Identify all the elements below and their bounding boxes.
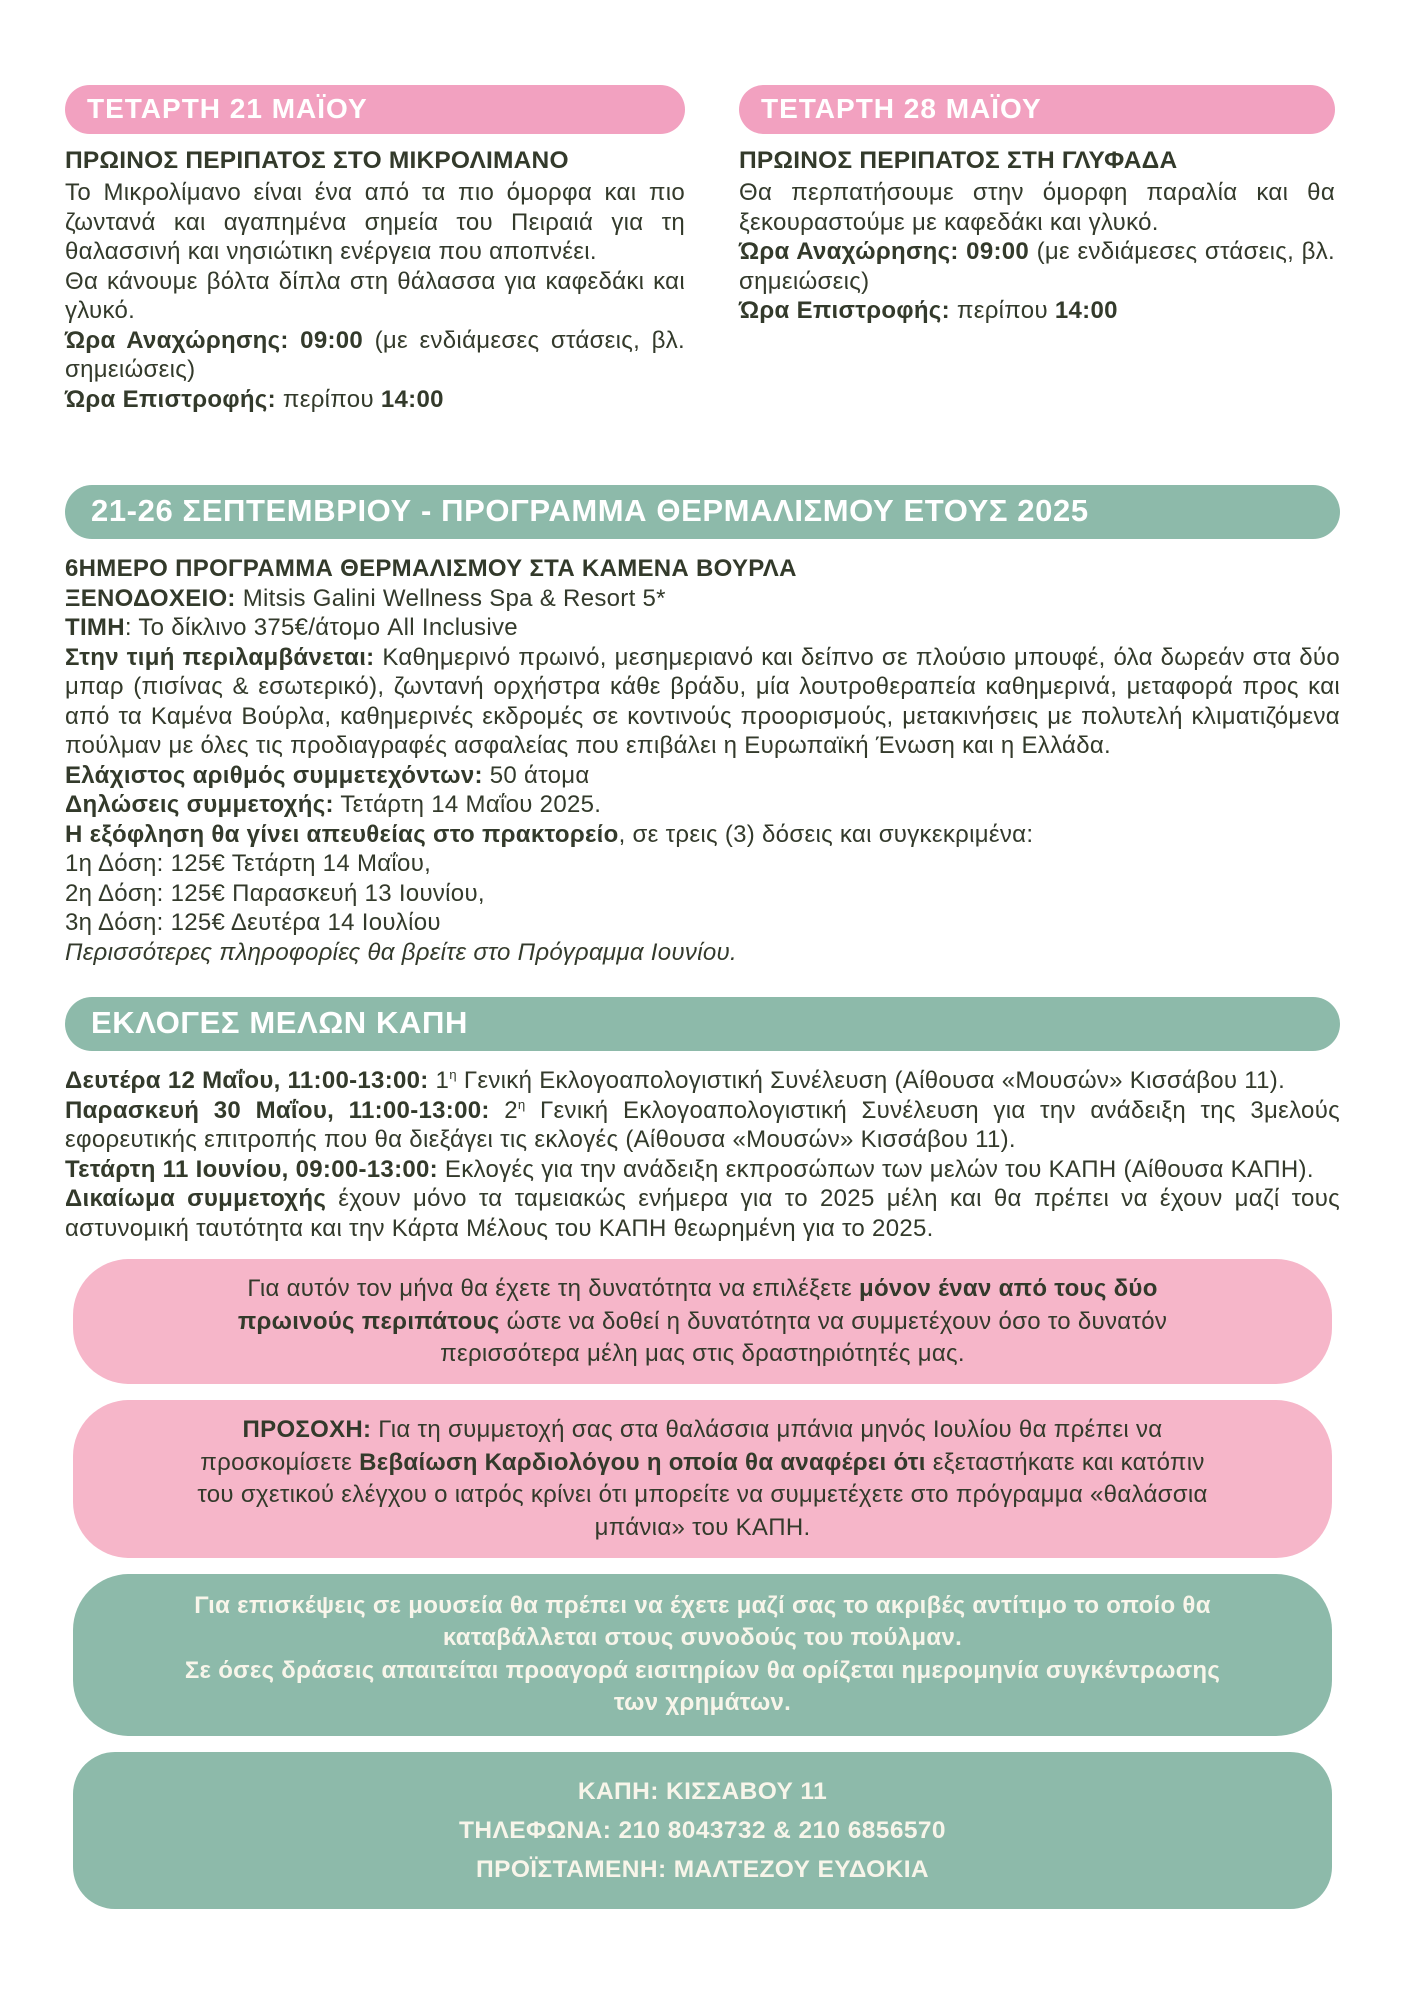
cardiology-notice-text: ΠΡΟΣΟΧΗ: Για τη συμμετοχή σας στα θαλάσσια μπάνια μηνός Ιουλίου θα πρέπει να προσκομίσετε Βεβαίωση Καρδιολόγου η οποία θα αναφέρει ότι εξεταστήκατε και κατόπιν του σχετικού ελέγχου ο ιατρός κρίνει ότι μπορείτε να συμμετέχετε στο πρόγραμμα «θαλάσσια μπάνια» του ΚΑΠΗ. [197,1416,1208,1541]
phones-line: ΤΗΛΕΦΩΝΑ: 210 8043732 & 210 6856570 [459,1816,946,1844]
more-info-note: Περισσότερες πληροφορίες θα βρείτε στο Πρόγραμμα Ιουνίου. [65,938,737,966]
thermal-program-body [65,554,1340,967]
installment-3-line: 3η Δόση: 125€ Δευτέρα 14 Ιουλίου [65,909,441,937]
event-column-may-28 [739,85,1335,485]
return-time-line: Ώρα Επιστροφής: περίπου 14:00 [739,297,1118,325]
callout-walk-limit [73,1259,1332,1384]
supervisor-line: ΠΡΟΪΣΤΑΜΕΝΗ: ΜΑΛΤΕΖΟΥ ΕΥΔΟΚΙΑ [475,1855,929,1883]
election-meeting-1-line: Δευτέρα 12 Μαΐου, 11:00-13:00: $1^\eta$ Γενική Εκλογοαπολογιστική Συνέλευση (Αίθουσα «Μουσών» Κισσάβου 11). [65,1067,1286,1095]
walk-limit-text: Για αυτόν τον μήνα θα έχετε τη δυνατότητα να επιλέξετε μόνον έναν από τους δύο πρωινούς περιπάτους ώστε να δοθεί η δυνατότητα να συμμετέχουν όσο το δυνατόν περισσότερα μέλη μας στις δραστηριότητές μας. [237,1275,1168,1368]
return-time-line: Ώρα Επιστροφής: περίπου 14:00 [65,385,444,413]
inclusions-paragraph: Στην τιμή περιλαμβάνεται: Καθημερινό πρωινό, μεσημεριανό και δείπνο σε πλούσιο μπουφέ, όλα δωρεάν στα δύο μπαρ (πισίνας & εσωτερικό), ζωντανή ορχήστρα κάθε βράδυ, μία λουτροθεραπεία καθημερινά, μεταφορά προς και από τα Καμένα Βούρλα, καθημερινές εκδρομές σε κοντινούς προορισμούς, μετακινήσεις με πολυτελή κλιματιζόμενα πούλμαν με όλες τις προδιαγραφές ασφαλείας που επιβάλει η Ευρωπαϊκή Ένωση και η Ελλάδα. [65,643,1340,760]
departure-time-line: Ώρα Αναχώρησης: 09:00 (με ενδιάμεσες στάσεις, βλ. σημειώσεις) [739,238,1336,295]
hotel-line: ΞΕΝΟΔΟΧΕΙΟ: Mitsis Galini Wellness Spa & Resort 5* [65,584,666,612]
election-meeting-2-line: Παρασκευή 30 Μαΐου, 11:00-13:00: $2^\eta$ Γενική Εκλογοαπολογιστική Συνέλευση για την ανάδειξη της 3μελούς εφορευτικής επιτροπής που θα διεξάγει τις εκλογές (Αίθουσα «Μουσών» Κισσάβου 11). [65,1096,1340,1154]
address-line: ΚΑΠΗ: ΚΙΣΣΑΒΟΥ 11 [577,1777,828,1805]
payment-line: Η εξόφληση θα γίνει απευθείας στο πρακτορείο, σε τρεις (3) δόσεις και συγκεκριμένα: [65,820,1034,848]
museum-payment-text: Για επισκέψεις σε μουσεία θα πρέπει να έχετε μαζί σας το ακριβές αντίτιμο το οποίο θα καταβάλλεται στους συνοδούς του πούλμαν. [194,1592,1211,1652]
installment-2-line: 2η Δόση: 125€ Παρασκευή 13 Ιουνίου, [65,879,485,907]
event-title-glyfada: ΠΡΩΙΝΟΣ ΠΕΡΙΠΑΤΟΣ ΣΤΗ ΓΛΥΦΑΔΑ [739,147,1178,174]
event-description: Το Μικρολίμανο είναι ένα από τα πιο όμορφα και πιο ζωντανά και αγαπημένα σημεία του Πειραιά για τη θαλασσινή και νησιώτικη ενέργεια που αποπνέει. [65,179,685,266]
price-line: ΤΙΜΗ: Το δίκλινο 375€/άτομο All Inclusive [65,614,518,642]
events-row [65,85,1340,485]
thermal-program-banner: 21-26 ΣΕΠΤΕΜΒΡΙΟΥ - ΠΡΟΓΡΑΜΜΑ ΘΕΡΜΑΛΙΣΜΟΥ ΕΤΟΥΣ 2025 [65,485,1340,539]
departure-time-line: Ώρα Αναχώρησης: 09:00 (με ενδιάμεσες στάσεις, βλ. σημειώσεις) [65,326,686,384]
date-banner-may-28: ΤΕΤΑΡΤΗ 28 ΜΑΪΟΥ [739,85,1335,134]
elections-banner: ΕΚΛΟΓΕΣ ΜΕΛΩΝ ΚΑΠΗ [65,997,1340,1051]
footer-contact-box [73,1752,1332,1910]
participation-rights-line: Δικαίωμα συμμετοχής έχουν μόνο τα ταμειακώς ενήμερα για το 2025 μέλη και θα πρέπει να έχουν μαζί τους αστυνομική ταυτότητα και την Κάρτα Μέλους του ΚΑΠΗ θεωρημένη για το 2025. [65,1185,1340,1242]
elections-section [65,997,1340,1243]
date-banner-may-21: ΤΕΤΑΡΤΗ 21 ΜΑΪΟΥ [65,85,685,134]
election-day-line: Τετάρτη 11 Ιουνίου, 09:00-13:00: Εκλογές για την ανάδειξη εκπροσώπων των μελών του ΚΑΠΗ (Αίθουσα ΚΑΠΗ). [65,1155,1314,1183]
event-description: Θα κάνουμε βόλτα δίπλα στη θάλασσα για καφεδάκι και γλυκό. [65,267,685,325]
event-title-mikrolimano: ΠΡΩΙΝΟΣ ΠΕΡΙΠΑΤΟΣ ΣΤΟ ΜΙΚΡΟΛΙΜΑΝΟ [65,147,569,174]
callout-museum-payment [73,1574,1332,1736]
program-title-line: 6ΗΜΕΡΟ ΠΡΟΓΡΑΜΜΑ ΘΕΡΜΑΛΙΣΜΟΥ ΣΤΑ ΚΑΜΕΝΑ ΒΟΥΡΛΑ [65,555,797,582]
thermal-program-section [65,485,1340,967]
event-description: Θα περπατήσουμε στην όμορφη παραλία και θα ξεκουραστούμε με καφεδάκι και γλυκό. [739,179,1335,236]
ticket-prepurchase-text: Σε όσες δράσεις απαιτείται προαγορά εισιτηρίων θα ορίζεται ημερομηνία συγκέντρωσης των χρημάτων. [184,1656,1221,1717]
event-column-may-21 [65,85,685,485]
callout-cardiology-notice [73,1400,1332,1558]
installment-1-line: 1η Δόση: 125€ Τετάρτη 14 Μαΐου, [65,850,432,878]
min-participants-line: Ελάχιστος αριθμός συμμετεχόντων: 50 άτομα [65,761,590,789]
elections-body [65,1066,1340,1243]
registration-line: Δηλώσεις συμμετοχής: Τετάρτη 14 Μαΐου 2025. [65,791,602,819]
